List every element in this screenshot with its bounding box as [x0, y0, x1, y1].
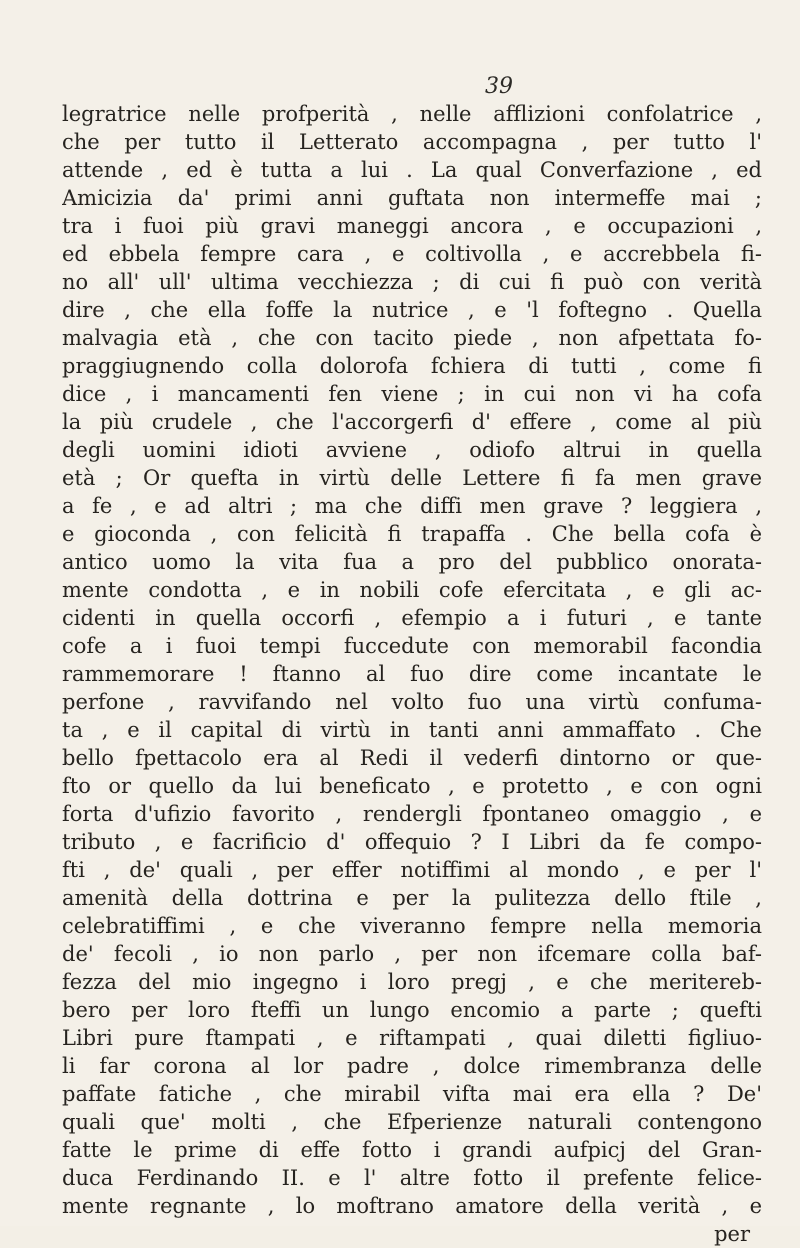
- text-line: mente condotta , e in nobili cofe efercitata , e gli ac-: [62, 578, 762, 602]
- text-line: ed ebbela fempre cara , e coltivolla , e accrebbela fi-: [62, 242, 762, 266]
- text-line: dice , i mancamenti fen viene ; in cui non vi ha cofa: [62, 382, 762, 406]
- text-line: mente regnante , lo moftrano amatore della verità , e: [62, 1194, 762, 1218]
- text-line: e gioconda , con felicità fi trapaffa . Che bella cofa è: [62, 522, 762, 546]
- text-line: la più crudele , che l'accorgerfi d' effere , come al più: [62, 410, 762, 434]
- text-line: degli uomini idioti avviene , odiofo altrui in quella: [62, 438, 762, 462]
- page-number: 39: [485, 74, 513, 99]
- text-line: antico uomo la vita fua a pro del pubblico onorata-: [62, 550, 762, 574]
- text-line: attende , ed è tutta a lui . La qual Converfazione , ed: [62, 158, 762, 182]
- text-line: legratrice nelle profperità , nelle afflizioni confolatrice ,: [62, 102, 762, 126]
- text-line: amenità della dottrina e per la pulitezza dello ftile ,: [62, 886, 762, 910]
- text-line: fti , de' quali , per effer notiffimi al mondo , e per l': [62, 858, 762, 882]
- text-line: cofe a i fuoi tempi fuccedute con memorabil facondia: [62, 634, 762, 658]
- text-line: cidenti in quella occorfi , efempio a i futuri , e tante: [62, 606, 762, 630]
- text-line: tributo , e facrificio d' offequio ? I Libri da fe compo-: [62, 830, 762, 854]
- text-line: de' fecoli , io non parlo , per non ifcemare colla baf-: [62, 942, 762, 966]
- text-line: Libri pure ftampati , e riftampati , quai diletti figliuo-: [62, 1026, 762, 1050]
- text-line: ta , e il capital di virtù in tanti anni ammaffato . Che: [62, 718, 762, 742]
- body-text: [62, 100, 762, 1248]
- text-line: quali que' molti , che Efperienze naturali contengono: [62, 1110, 762, 1134]
- text-line: forta d'ufizio favorito , rendergli fpontaneo omaggio , e: [62, 802, 762, 826]
- text-line: celebratiffimi , e che viveranno fempre nella memoria: [62, 914, 762, 938]
- text-line: bero per loro fteffi un lungo encomio a parte ; quefti: [62, 998, 762, 1022]
- text-line: tra i fuoi più gravi maneggi ancora , e occupazioni ,: [62, 214, 762, 238]
- text-line: perfone , ravvifando nel volto fuo una virtù confuma-: [62, 690, 762, 714]
- text-line: che per tutto il Letterato accompagna , per tutto l': [62, 130, 762, 154]
- text-line: età ; Or quefta in virtù delle Lettere fi fa men grave: [62, 466, 762, 490]
- text-line: bello fpettacolo era al Redi il vederfi dintorno or que-: [62, 746, 762, 770]
- text-line: fto or quello da lui beneficato , e protetto , e con ogni: [62, 774, 762, 798]
- text-line: malvagia età , che con tacito piede , non afpettata fo-: [62, 326, 762, 350]
- text-line: praggiugnendo colla dolorofa fchiera di tutti , come fi: [62, 354, 762, 378]
- text-line: Amicizia da' primi anni guftata non intermeffe mai ;: [62, 186, 762, 210]
- text-line: fezza del mio ingegno i loro pregj , e che meritereb-: [62, 970, 762, 994]
- text-line: a fe , e ad altri ; ma che diffi men grave ? leggiera ,: [62, 494, 762, 518]
- text-line: dire , che ella foffe la nutrice , e 'l foftegno . Quella: [62, 298, 762, 322]
- text-line: paffate fatiche , che mirabil vifta mai era ella ? De': [62, 1082, 762, 1106]
- catchword: per: [714, 1222, 750, 1246]
- text-line: li far corona al lor padre , dolce rimembranza delle: [62, 1054, 762, 1078]
- text-line: rammemorare ! ftanno al fuo dire come incantate le: [62, 662, 762, 686]
- text-line: fatte le prime di effe fotto i grandi aufpicj del Gran-: [62, 1138, 762, 1162]
- text-line: no all' ull' ultima vecchiezza ; di cui fi può con verità: [62, 270, 762, 294]
- text-line: duca Ferdinando II. e l' altre fotto il prefente felice-: [62, 1166, 762, 1190]
